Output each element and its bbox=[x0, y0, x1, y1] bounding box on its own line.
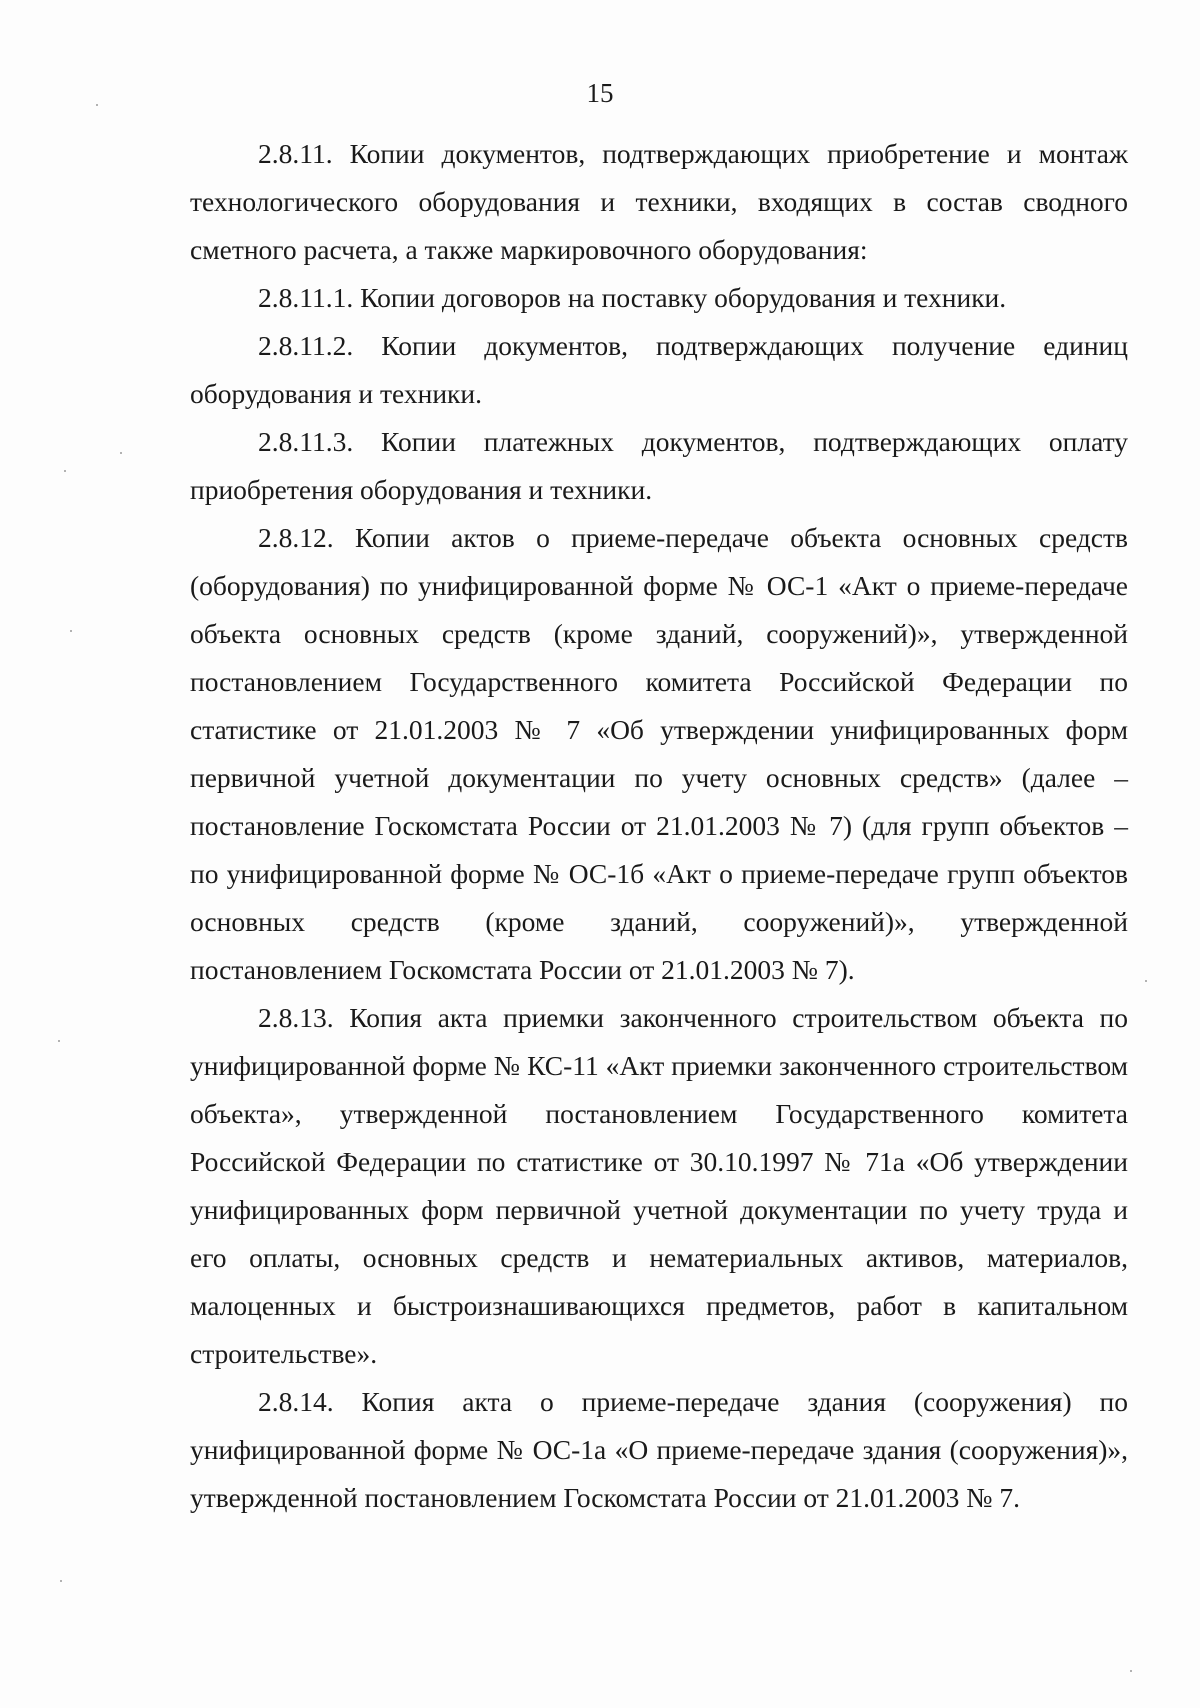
paragraph-2-8-11: 2.8.11. Копии документов, подтверждающих приобретение и монтаж технологического оборудования и техники, входящих в состав сводного сметного расчета, а также маркировочного оборудования: bbox=[190, 138, 1128, 265]
paragraph-2-8-11-2: 2.8.11.2. Копии документов, подтверждающих получение единиц оборудования и техники. bbox=[190, 330, 1128, 409]
document-body bbox=[190, 130, 1128, 1522]
scan-speck bbox=[1145, 980, 1147, 982]
scan-speck bbox=[64, 470, 66, 472]
paragraph-2-8-11-1: 2.8.11.1. Копии договоров на поставку оборудования и техники. bbox=[258, 282, 1007, 313]
scan-speck bbox=[1130, 1670, 1132, 1672]
scan-speck bbox=[58, 1040, 60, 1042]
paragraph-2-8-14: 2.8.14. Копия акта о приеме-передаче здания (сооружения) по унифицированной форме № ОС-1а «О приеме-передаче здания (сооружения)», утвержденной постановлением Госкомстата России от 21.01.2003 № 7. bbox=[190, 1386, 1128, 1513]
scan-speck bbox=[120, 452, 122, 454]
scan-speck bbox=[96, 104, 98, 106]
paragraph-2-8-12: 2.8.12. Копии актов о приеме-передаче объекта основных средств (оборудования) по унифицированной форме № ОС-1 «Акт о приеме-передаче объекта основных средств (кроме зданий, сооружений)», утвержденной постановлением Государственного комитета Российской Федерации по статистике от 21.01.2003 № 7 «Об утверждении унифицированных форм первичной учетной документации по учету основных средств» (далее – постановление Госкомстата России от 21.01.2003 № 7) (для групп объектов – по унифицированной форме № ОС-1б «Акт о приеме-передаче групп объектов основных средств (кроме зданий, сооружений)», утвержденной постановлением Госкомстата России от 21.01.2003 № 7). bbox=[190, 522, 1128, 985]
scan-speck bbox=[70, 630, 72, 632]
paragraph-2-8-13: 2.8.13. Копия акта приемки законченного строительством объекта по унифицированной форме № КС-11 «Акт приемки законченного строительством объекта», утвержденной постановлением Государственного комитета Российской Федерации по статистике от 30.10.1997 № 71а «Об утверждении унифицированных форм первичной учетной документации по учету труда и его оплаты, основных средств и нематериальных активов, материалов, малоценных и быстроизнашивающихся предметов, работ в капитальном строительстве». bbox=[190, 1002, 1128, 1369]
paragraph-2-8-11-3: 2.8.11.3. Копии платежных документов, подтверждающих оплату приобретения оборудования и техники. bbox=[190, 426, 1128, 505]
scan-speck bbox=[60, 1580, 62, 1582]
page-number: 15 bbox=[586, 78, 614, 108]
